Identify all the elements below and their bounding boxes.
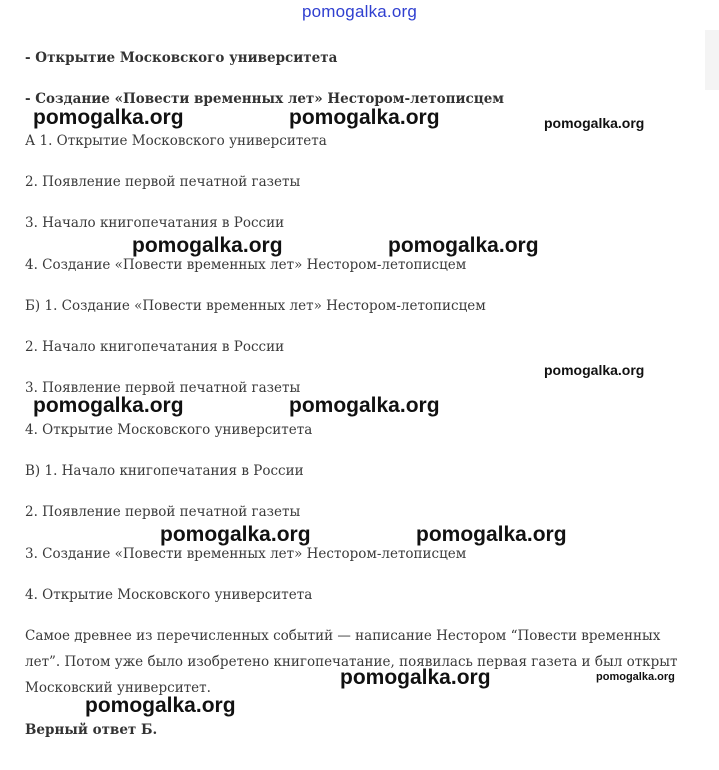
option-a-line: 3. Начало книгопечатания в России	[25, 215, 285, 231]
option-v-line: В) 1. Начало книгопечатания в России	[25, 463, 304, 479]
watermark: pomogalka.org	[33, 394, 184, 417]
watermark: pomogalka.org	[33, 106, 184, 129]
watermark: pomogalka.org	[544, 362, 645, 378]
watermark: pomogalka.org	[596, 671, 675, 683]
watermark: pomogalka.org	[416, 523, 567, 546]
watermark: pomogalka.org	[132, 234, 283, 257]
watermark: pomogalka.org	[289, 106, 440, 129]
option-a-line: 4. Создание «Повести временных лет» Нестором-летописцем	[25, 257, 467, 273]
site-header-link[interactable]: pomogalka.org	[301, 2, 418, 21]
option-v-line: 3. Создание «Повести временных лет» Нестором-летописцем	[25, 546, 467, 562]
watermark: pomogalka.org	[289, 394, 440, 417]
watermark: pomogalka.org	[388, 234, 539, 257]
option-a-line: А 1. Открытие Московского университета	[25, 133, 327, 149]
watermark: pomogalka.org	[160, 523, 311, 546]
option-b-line: 4. Открытие Московского университета	[25, 422, 313, 438]
scrollbar[interactable]	[705, 30, 719, 90]
option-a-line: 2. Появление первой печатной газеты	[25, 174, 301, 190]
option-b-line: 2. Начало книгопечатания в России	[25, 339, 285, 355]
explanation-paragraph: Самое древнее из перечисленных событий — написание Нестором “Повести временных лет”. Потом уже было изобретено книгопечатание, появилась первая газета и был открыт Московский университет.	[25, 628, 678, 696]
intro-item: - Открытие Московского университета	[25, 50, 338, 66]
option-b-line: Б) 1. Создание «Повести временных лет» Нестором-летописцем	[25, 298, 486, 314]
watermark: pomogalka.org	[85, 694, 236, 717]
answer-text: Верный ответ Б.	[25, 722, 158, 738]
option-v-line: 4. Открытие Московского университета	[25, 587, 313, 603]
watermark: pomogalka.org	[544, 115, 645, 131]
watermark: pomogalka.org	[340, 666, 491, 689]
intro-item: - Создание «Повести временных лет» Нестором-летописцем	[25, 91, 505, 107]
option-b-line: 3. Появление первой печатной газеты	[25, 380, 301, 396]
option-v-line: 2. Появление первой печатной газеты	[25, 504, 301, 520]
